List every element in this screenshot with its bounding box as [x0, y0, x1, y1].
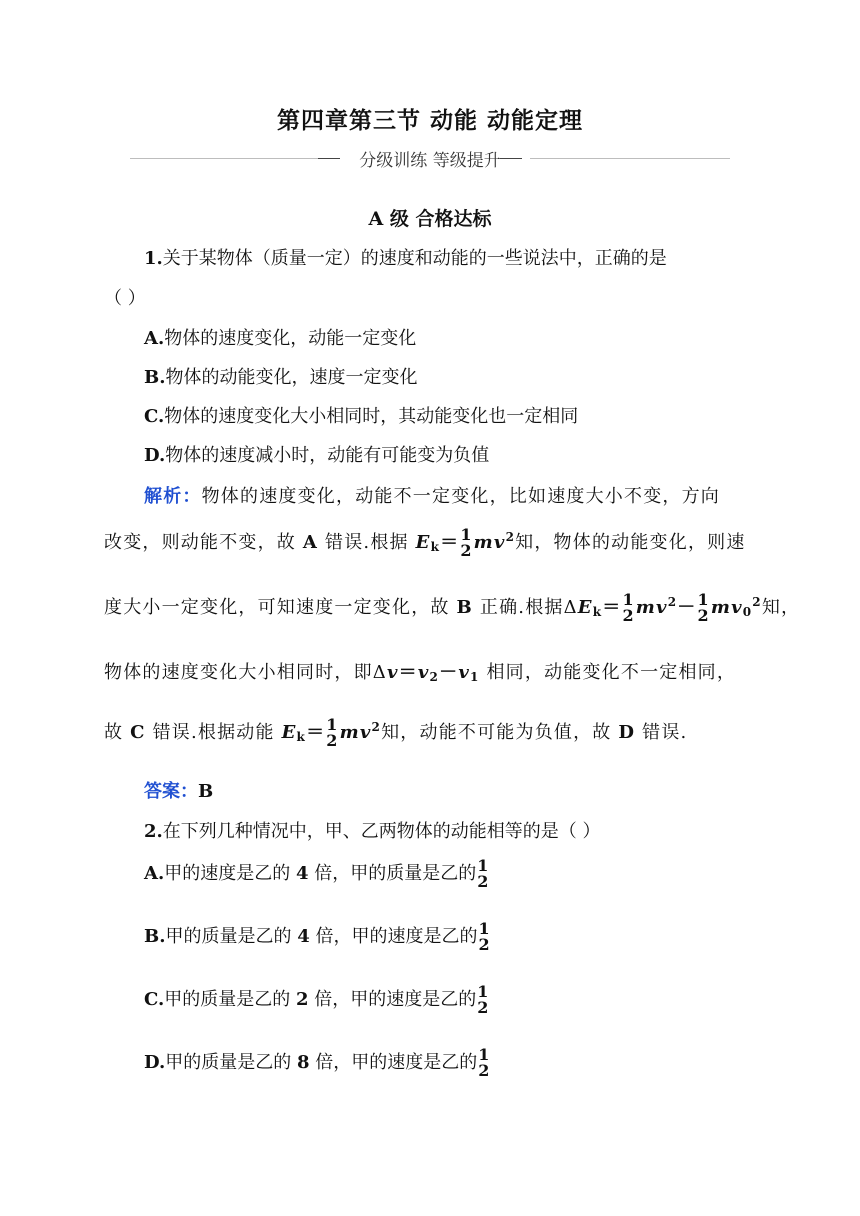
symbol-v2: v	[417, 662, 430, 683]
analysis-text: 故	[104, 722, 124, 743]
option-text: 倍，甲的速度是乙的	[315, 1052, 478, 1073]
formula-ek	[415, 525, 516, 560]
symbol-v: v	[493, 532, 506, 553]
analysis-text: 改变，则动能不变，故	[104, 532, 296, 553]
fraction-den: 2	[478, 935, 490, 954]
analysis-text: 错误.根据动能	[152, 722, 275, 743]
analysis-line-1	[144, 482, 758, 508]
fraction-den: 2	[460, 541, 473, 560]
page-subtitle: 分级训练 等级提升	[359, 151, 501, 171]
symbol-sq: 2	[505, 530, 516, 544]
analysis-text: 知，	[761, 597, 801, 618]
q1-answer	[144, 777, 213, 803]
option-letter: B.	[144, 367, 166, 388]
fraction	[478, 921, 489, 953]
analysis-text: 度大小一定变化，可知速度一定变化，故	[104, 597, 450, 618]
fraction	[460, 527, 472, 559]
q2-option-c	[144, 984, 489, 1016]
analysis-text: 物体的速度变化，动能不一定变化，比如速度大小不变，方向	[201, 486, 721, 507]
analysis-text: 知，动能不可能为负值，故	[381, 722, 612, 743]
symbol-sq: 2	[371, 720, 382, 734]
q2-option-a	[144, 858, 489, 890]
symbol-v1: v	[458, 662, 470, 683]
q1-option-c	[144, 402, 578, 428]
option-text: 甲的质量是乙的	[165, 1052, 292, 1073]
option-text: 物体的速度变化，动能一定变化	[164, 328, 417, 349]
q2-option-d	[144, 1047, 490, 1079]
option-text: 甲的质量是乙的	[165, 926, 292, 947]
symbol-eq: ＝	[398, 662, 418, 683]
option-text: 倍，甲的质量是乙的	[314, 863, 477, 884]
q2-number: 2.	[144, 821, 163, 842]
analysis-line-4	[104, 658, 736, 684]
analysis-text: 相同，动能变化不一定相同，	[486, 662, 737, 683]
option-letter: D.	[144, 1052, 166, 1073]
symbol-m: m	[339, 722, 360, 743]
symbol-zero: 0	[742, 605, 753, 619]
q2-option-b	[144, 921, 491, 953]
symbol-v: v	[731, 597, 743, 618]
option-letter: D.	[144, 445, 166, 466]
analysis-label: 解析：	[144, 486, 202, 507]
answer-value: B	[198, 781, 214, 802]
symbol-k: k	[592, 605, 603, 619]
symbol-e: E	[281, 722, 297, 743]
option-ref: D	[618, 722, 636, 743]
symbol-sq: 2	[752, 595, 762, 609]
option-number: 4	[295, 863, 309, 884]
formula-delta-v	[387, 662, 480, 683]
q1-number: 1.	[144, 248, 163, 269]
fraction-den: 2	[478, 1061, 490, 1080]
q1-option-a	[144, 324, 416, 350]
symbol-e: E	[415, 532, 431, 553]
option-text: 甲的速度是乙的	[164, 863, 291, 884]
fraction-num: 1	[460, 525, 473, 544]
q1-option-b	[144, 363, 417, 389]
fraction	[622, 592, 634, 624]
formula-delta-ek	[577, 590, 762, 625]
symbol-v1-sub: 1	[469, 670, 480, 684]
analysis-text: 正确.根据Δ	[479, 597, 578, 618]
option-ref: B	[456, 597, 473, 618]
option-number: 4	[297, 926, 310, 947]
analysis-line-5	[104, 717, 687, 749]
q1-stem-line	[144, 244, 667, 270]
answer-label: 答案：	[144, 781, 198, 802]
symbol-m: m	[635, 597, 657, 618]
symbol-e: E	[577, 597, 593, 618]
q2-stem-line	[144, 817, 601, 843]
page-title: 第四章第三节 动能 动能定理	[276, 108, 583, 134]
symbol-sq: 2	[667, 595, 678, 609]
q2-stem: 在下列几种情况中，甲、乙两物体的动能相等的是（ ）	[162, 821, 601, 842]
symbol-v: v	[387, 662, 399, 683]
symbol-m: m	[710, 597, 732, 618]
fraction-num: 1	[326, 715, 339, 734]
fraction	[697, 592, 709, 624]
analysis-line-2	[104, 527, 746, 559]
q1-stem: 关于某物体（质量一定）的速度和动能的一些说法中，正确的是	[162, 248, 667, 269]
analysis-line-3	[104, 592, 800, 624]
fraction	[477, 984, 488, 1016]
q1-bracket: （ ）	[104, 288, 146, 309]
fraction-den: 2	[326, 731, 339, 750]
option-letter: A.	[144, 328, 165, 349]
fraction	[326, 717, 338, 749]
fraction-num: 1	[697, 590, 710, 609]
symbol-eq: ＝	[602, 597, 622, 618]
option-text: 甲的质量是乙的	[164, 989, 291, 1010]
option-text: 物体的速度减小时，动能有可能变为负值	[165, 445, 490, 466]
option-text: 物体的速度变化大小相同时，其动能变化也一定相同	[164, 406, 579, 427]
option-ref: C	[130, 722, 146, 743]
fraction-num: 1	[478, 919, 490, 938]
fraction-den: 2	[477, 872, 489, 891]
option-ref: A	[302, 532, 319, 553]
fraction-num: 1	[622, 590, 635, 609]
option-text: 倍，甲的速度是乙的	[314, 989, 477, 1010]
symbol-v: v	[359, 722, 372, 743]
fraction-num: 1	[477, 856, 489, 875]
fraction	[478, 1047, 489, 1079]
option-letter: C.	[144, 406, 165, 427]
fraction-den: 2	[622, 606, 635, 625]
symbol-k: k	[296, 730, 307, 744]
symbol-minus: －	[439, 662, 459, 683]
analysis-text: 知，物体的动能变化，则速	[515, 532, 746, 553]
option-text: 倍，甲的速度是乙的	[315, 926, 478, 947]
symbol-eq: ＝	[306, 722, 326, 743]
analysis-text: 错误.根据	[325, 532, 409, 553]
option-number: 8	[296, 1052, 310, 1073]
symbol-m: m	[473, 532, 494, 553]
option-text: 物体的动能变化，速度一定变化	[165, 367, 418, 388]
fraction-num: 1	[478, 1045, 490, 1064]
fraction	[477, 858, 488, 890]
section-heading: A 级 合格达标	[368, 208, 492, 230]
analysis-text: 物体的速度变化大小相同时，即Δ	[104, 662, 387, 683]
option-letter: B.	[144, 926, 166, 947]
fraction-den: 2	[477, 998, 489, 1017]
symbol-v: v	[656, 597, 668, 618]
q1-option-d	[144, 441, 489, 467]
symbol-minus: －	[677, 597, 697, 618]
option-number: 2	[296, 989, 309, 1010]
symbol-eq: ＝	[440, 532, 460, 553]
fraction-num: 1	[477, 982, 489, 1001]
option-letter: C.	[144, 989, 165, 1010]
symbol-k: k	[430, 540, 441, 554]
symbol-v2-sub: 2	[429, 670, 440, 684]
fraction-den: 2	[697, 606, 710, 625]
formula-ek-2	[281, 715, 382, 750]
subtitle-row	[0, 146, 860, 172]
analysis-text: 错误.	[642, 722, 688, 743]
option-letter: A.	[144, 863, 165, 884]
